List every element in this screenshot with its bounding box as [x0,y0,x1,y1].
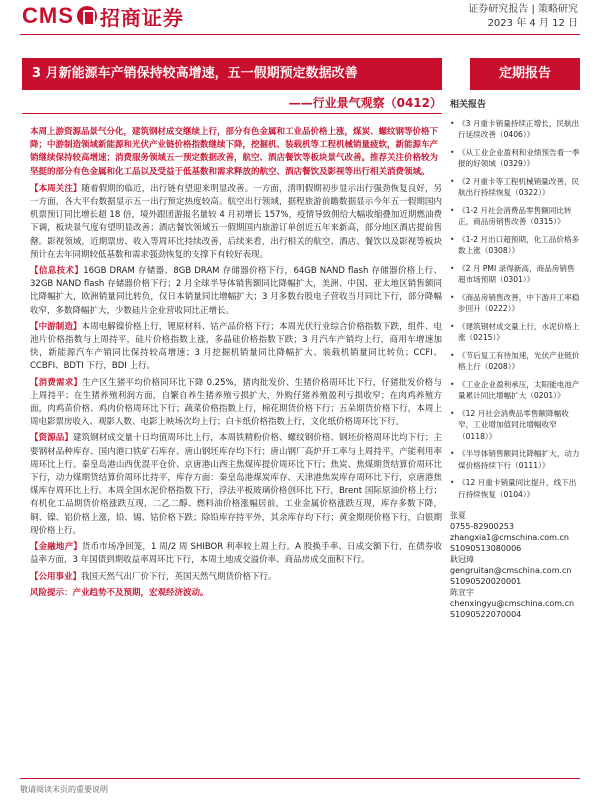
related-report-link[interactable]: • 《建筑钢材成交量上行，水泥价格上涨（0215）》 [450,321,580,344]
logo-mark-icon [77,6,97,26]
report-subtitle: ——行业景气观察（0412） [288,96,442,110]
header-divider [20,34,580,35]
section-text: 生产区生猪平均价格同环比下降 0.25%，猪肉批发价、生猪价格周环比下行，仔猪批发价格与上周持平；在生猪养殖利润方面，自繁自养生猪养殖亏损扩大，外购仔猪养殖盈利亏损收窄；在肉鸡养殖方面，肉鸡苗价格、鸡肉价格周环比下行；蔬菜价格指数上行，棉花期货价格下行；五朵期货价格下行，本周上周电影票房收入、观影人数、电影上映场次均上行；白卡纸价格指数上行，文化纸价格周环比下行。 [30,377,442,428]
related-report-link[interactable]: • 《12 月重卡销量同比提升，线下出行持续恢复（0104）》 [450,477,580,500]
related-report-link[interactable]: • 《节后复工有待加速，光伏产业链价格上行（0208）》 [450,350,580,373]
section-consumption [30,377,442,430]
risk-warning: 风险提示：产业趋势不及预期，宏观经济波动。 [30,587,209,598]
main-content [30,126,442,600]
analyst-license: S1090513080006 [450,544,522,553]
sidebar [450,100,580,620]
brand-logo [22,4,184,28]
section-midstream [30,321,442,374]
section-focus [30,183,442,262]
related-report-link[interactable]: • 《12 月社会消费品零售额降幅收窄，工业增加值同比增幅收窄（0118）》 [450,408,580,443]
related-reports-heading: 相关报告 [450,100,487,110]
analyst-license: S1090520020001 [450,577,522,586]
analyst-name: 耿冠璋 [450,555,474,564]
related-report-link[interactable]: • 《3 月重卡销量持续正增长，民航出行延续改善（0406）》 [450,118,580,141]
section-tag: 【本周关注】 [30,183,82,194]
analyst-name: 陈宣宇 [450,588,474,597]
section-finance [30,541,442,567]
analyst-license: S1090522070004 [450,610,522,619]
related-report-link[interactable]: • 《商品房销售改善，中下游开工率稳步回升（0222）》 [450,292,580,315]
related-report-link[interactable]: • 《半导体销售额同比降幅扩大，动力煤价格持续下行（0111）》 [450,448,580,471]
section-tag: 【消费需求】 [30,377,83,388]
section-utilities [30,571,442,584]
analyst-email[interactable]: zhangxia1@cmschina.com.cn [450,533,569,542]
report-category: 证券研究报告 | 策略研究 [468,4,578,15]
footer-note: 敬请阅读末页的重要说明 [20,785,108,794]
related-report-link[interactable]: • 《2 月重卡等工程机械销量改善，民航出行持续恢复（0322）》 [450,176,580,199]
report-date: 2023 年 4 月 12 日 [487,18,578,29]
section-tag: 【资源品】 [30,433,73,444]
header-meta [468,3,578,31]
logo-text-en: CMS [22,3,74,28]
page-header [0,0,600,40]
footer-divider [20,778,580,779]
analyst-name: 张夏 [450,511,466,520]
related-report-link[interactable]: • 《从工业企业盈利和业绩预告看一季报的好领域（0329）》 [450,147,580,170]
related-report-link[interactable]: • 《工业企业盈利承压，太阳能电池产量累计同比增幅扩大（0201）》 [450,379,580,402]
section-tag: 【中游制造】 [30,321,82,332]
section-tag: 【信息技术】 [30,266,84,277]
analyst-email[interactable]: gengruitan@cmschina.com.cn [450,566,572,575]
analyst-email[interactable]: chenxingyu@cmschina.com.cn [450,599,575,608]
logo-text-cn: 招商证券 [99,5,184,30]
section-tag: 【金融地产】 [30,542,82,553]
section-text: 我国天然气出厂价下行，英国天然气期货价格下行。 [81,571,277,582]
section-text: 本周电解镍价格上行，锂原材料、钴产品价格下行；本周光伏行业综合价格指数下跌，组件、电池片价格指数与上周持平，硅片价格指数上涨，多晶硅价格指数下跌；3 月汽车产销均上行，商用车增速加快，新能源汽车产销同比保持较高增速；3 月挖掘机销量同比降幅扩大、装载机销量同比转负；CCFI、CCBFI、BDTI 下行，BDI 上行。 [30,321,442,372]
analyst-info [450,510,580,620]
section-text: 货币市场净回笼，1 周/2 周 SHIBOR 利率较上周上行。A 股换手率、日成交额下行，在债券收益率方面，3 年国债到期收益率周环比下行，本周土地成交溢价率、商品房成交面积下行。 [30,542,442,566]
section-text: 建筑钢材成交量十日均值周环比上行，本周铁精粉价格、螺纹钢价格、钢坯价格周环比均下行；主要钢材品种库存、国内港口铁矿石库存、唐山钢坯库存均下行；唐山钢厂高炉开工率与上周持平，产能利用率周环比上行。秦皇岛港山西优混平仓价、京唐港山西主焦煤库提价周环比下行；焦炭、焦煤期货结算价周环比下行，动力煤期货结算价周环比持平，库存方面：秦皇岛港煤炭库存、天津港焦炭库存周环比下行，京唐港焦煤库存周环比上行。本周全国水泥价格指数下行，浮法平板玻璃价格创环比下行，Brent 国际原油价格上行；有机化工品期货价格涨跌互现，二乙二醇、燃料油价格涨幅居前，工业金属价格涨跌互现，库存多数下降，铜、镍、铝价格上涨，铅、锡、钴价格下跌；除铅库存持平外，其余库存均下行；黄金期现价格下行，白银期现价格上行。 [30,433,442,536]
analyst-phone: 0755-82900253 [450,522,514,531]
subtitle-divider [22,113,442,114]
section-tag: 【公用事业】 [30,571,82,582]
section-text: 随着假期的临近，出行链有望迎来明显改善。一方面，清明假期初步显示出行强劲恢复良好，另一方面，各大平台数据显示五一出行预定热度较高。航空出行领域，据程旅游前瞻数据显示今年五一假期国内机票预订同比增长超 18 倍，境外跟团游报名量较 4 月初增长 157%，疫情导致佣给大幅收缩叠加近期燃油费下调，板块景气度有望明显改善；酒店餐饮领域五一假期国内旅游订单创近五年来新高，部分地区酒店提前售罄。影视领域，近期票房、收入等周环比持续改善，后续来看，出行相关的航空、酒店、餐饮以及影视等板块预计在去年同期较低基数和需求强劲恢复的支撑下有较好表现。 [30,183,442,260]
related-report-link[interactable]: • 《2 月 PMI 录得新高，商品房销售超市场预期（0301）》 [450,263,580,286]
section-text: 16GB DRAM 存储器、8GB DRAM 存储器价格下行，64GB NAND flash 存储器价格上行、32GB NAND flash 存储器价格下行；2 月全球半导体销售额同比降幅扩大，美洲、中国、亚太地区销售额同比降幅扩大，欧洲销量同比转负，仅日本销量同比增幅扩大；3 月多数台股电子营收当月同比下行，部分降幅收窄，多数降幅扩大，少数硅片企业营收同比正增长。 [30,266,442,316]
summary-paragraph: 本周上游资源品景气分化，建筑钢材成交继续上行，部分有色金属和工业品价格上涨，煤炭、螺纹钢等价格下降；中游制造领域新能源和光伏产业链价格指数继续下降，挖掘机、装载机等工程机械销量疲软，新能源车产销继续保持较高增速；消费服务领域五一预定数据改善，航空、酒店餐饮等板块景气改善。推荐关注价格较为坚挺的部分有色金属和化工品以及受益于低基数和需求释放的航空、酒店餐饮及影视等出行相关消费领域。 [30,127,439,177]
section-it [30,265,442,318]
section-resources [30,432,442,538]
report-type-badge: 定期报告 [470,58,580,90]
related-report-link[interactable]: • 《1-2 月出口超预期，化工品价格多数上涨（0308）》 [450,234,580,257]
related-report-link[interactable]: • 《1-2 月社会消费品零售额同比转正，商品房销售改善（0315）》 [450,205,580,228]
report-title: 3 月新能源车产销保持较高增速，五一假期预定数据改善 [22,58,442,90]
